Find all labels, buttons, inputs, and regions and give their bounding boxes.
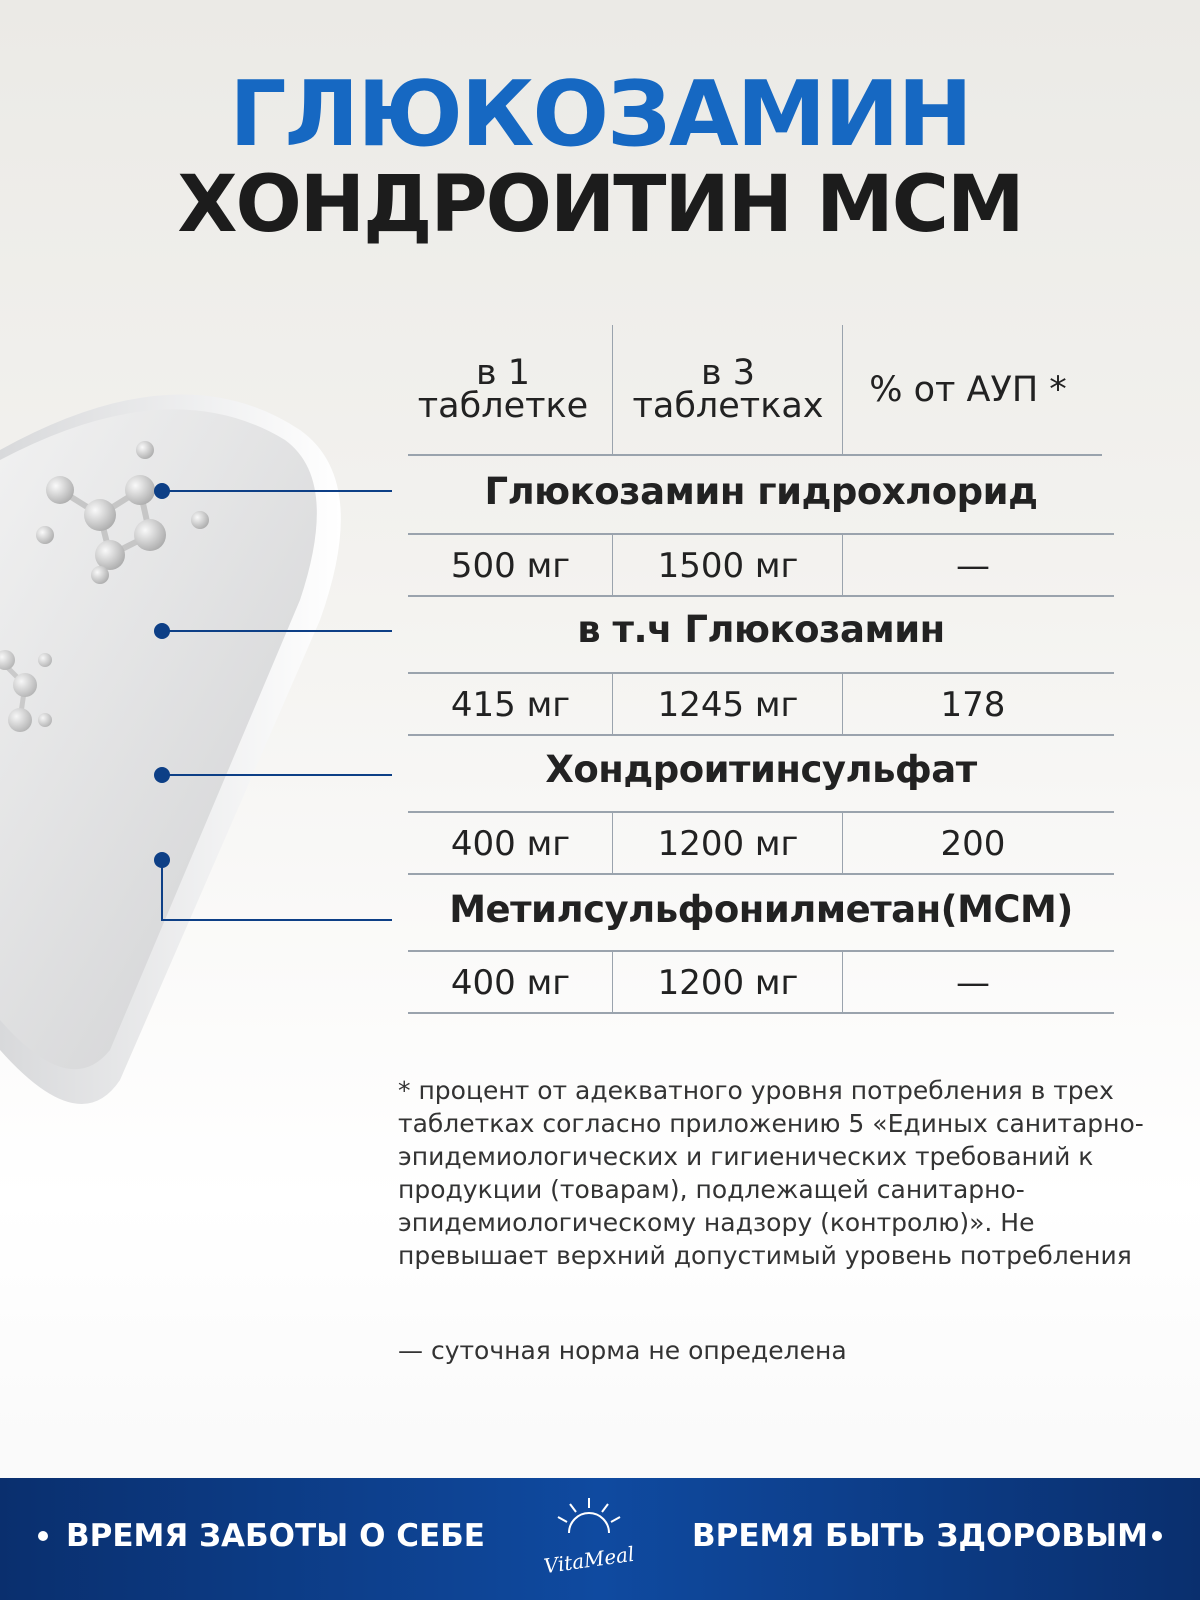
connector-dot bbox=[154, 623, 170, 639]
footnote: * процент от адекватного уровня потребления в трех таблетках согласно приложению 5 «Единых санитарно-эпидемиологических и гигиенических требований к продукции (товарам), подлежащей санитарно-эпидемиологическому надзору (контролю)». Не превышает верхний допустимый уровень потребления bbox=[398, 1076, 1144, 1270]
value-per-3-tablets: 1200 мг bbox=[657, 963, 799, 1003]
table-divider bbox=[842, 325, 843, 455]
table-divider bbox=[842, 673, 843, 735]
footer-slogan-right: ВРЕМЯ БЫТЬ ЗДОРОВЫМ bbox=[692, 1518, 1149, 1554]
connector-dot bbox=[154, 483, 170, 499]
value-per-1-tablet: 400 мг bbox=[450, 963, 571, 1003]
table-divider bbox=[408, 533, 1114, 535]
title-line-1: ГЛЮКОЗАМИН bbox=[229, 62, 971, 167]
connector-dot bbox=[154, 852, 170, 868]
value-per-3-tablets: 1200 мг bbox=[657, 824, 799, 864]
header-label: в 3 таблетках bbox=[632, 353, 824, 426]
connector-dot bbox=[154, 767, 170, 783]
ingredient-name: в т.ч Глюкозамин bbox=[577, 608, 945, 651]
table-divider bbox=[842, 534, 843, 596]
header-percent-aup bbox=[843, 325, 1093, 455]
ingredient-name: Глюкозамин гидрохлорид bbox=[484, 470, 1038, 513]
ingredient-name: Хондроитинсульфат bbox=[545, 748, 977, 791]
value-per-3-tablets: 1245 мг bbox=[657, 685, 799, 725]
table-divider bbox=[842, 951, 843, 1013]
logo-text: VitaMeal bbox=[542, 1541, 636, 1579]
dash-note: — суточная норма не определена bbox=[398, 1336, 847, 1365]
table-divider bbox=[408, 950, 1114, 952]
ingredient-name: Метилсульфонилметан(МСМ) bbox=[449, 888, 1073, 931]
value-per-1-tablet: 415 мг bbox=[450, 685, 571, 725]
table-divider bbox=[408, 811, 1114, 813]
header-label: % от АУП * bbox=[869, 369, 1067, 410]
table-divider bbox=[612, 673, 613, 735]
brand-logo bbox=[534, 1488, 644, 1588]
value-percent-aup: — bbox=[956, 546, 990, 586]
bullet-icon bbox=[38, 1531, 48, 1541]
value-percent-aup: 200 bbox=[940, 824, 1006, 864]
header-per-1-tablet bbox=[408, 325, 598, 455]
connector-lines bbox=[150, 470, 400, 930]
table-divider bbox=[612, 812, 613, 874]
bullet-icon bbox=[1152, 1531, 1162, 1541]
value-per-1-tablet: 500 мг bbox=[450, 546, 571, 586]
sun-icon bbox=[534, 1488, 644, 1548]
value-per-1-tablet: 400 мг bbox=[450, 824, 571, 864]
title-line-2: ХОНДРОИТИН МСМ bbox=[177, 160, 1023, 250]
header-per-3-tablets bbox=[613, 325, 843, 455]
footer-banner bbox=[0, 1478, 1200, 1600]
header-label: в 1 таблетке bbox=[417, 353, 589, 426]
table-divider bbox=[612, 951, 613, 1013]
table-divider bbox=[842, 812, 843, 874]
table-divider bbox=[408, 454, 1102, 456]
table-divider bbox=[408, 873, 1114, 875]
value-per-3-tablets: 1500 мг bbox=[657, 546, 799, 586]
table-divider bbox=[408, 672, 1114, 674]
footer-slogan-left: ВРЕМЯ ЗАБОТЫ О СЕБЕ bbox=[66, 1518, 485, 1554]
value-percent-aup: 178 bbox=[940, 685, 1006, 725]
table-divider bbox=[612, 534, 613, 596]
table-divider bbox=[408, 734, 1114, 736]
value-percent-aup: — bbox=[956, 963, 990, 1003]
table-divider bbox=[408, 595, 1114, 597]
table-divider bbox=[408, 1012, 1114, 1014]
table-divider bbox=[612, 325, 613, 455]
